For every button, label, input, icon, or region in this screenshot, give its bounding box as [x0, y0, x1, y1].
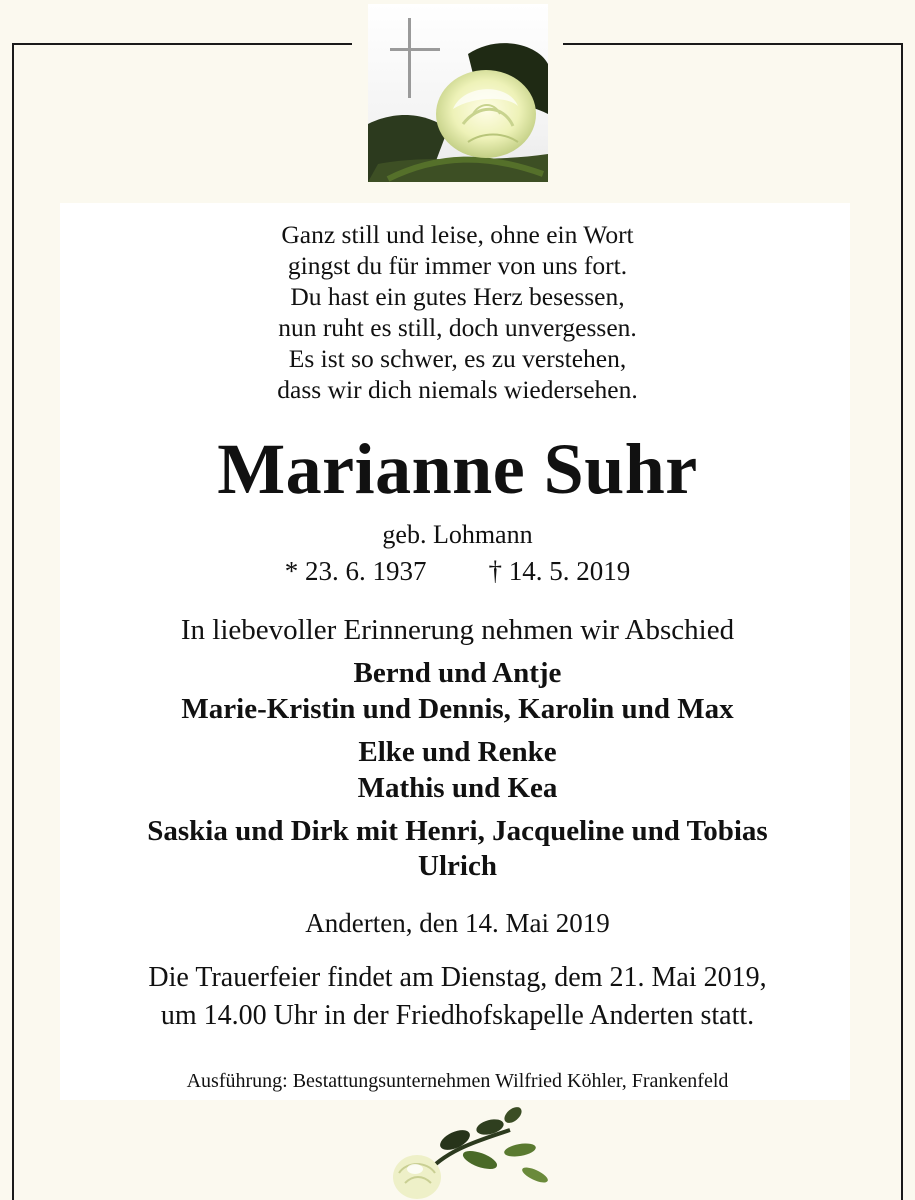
life-dates	[0, 556, 915, 587]
rose-sprig-image	[385, 1105, 555, 1200]
poem-line: Ganz still und leise, ohne ein Wort	[281, 220, 634, 249]
leaf-icon	[425, 1105, 550, 1185]
death-date: † 14. 5. 2019	[488, 556, 631, 586]
funeral-home-credit: Ausführung: Bestattungsunternehmen Wilfried Köhler, Frankenfeld	[186, 1070, 729, 1092]
border-top-left	[12, 43, 352, 45]
poem-line: Es ist so schwer, es zu verstehen,	[288, 344, 627, 373]
rose-icon	[436, 70, 536, 158]
rose-icon	[393, 1155, 441, 1199]
poem-line: gingst du für immer von uns fort.	[287, 251, 628, 280]
birth-date: * 23. 6. 1937	[284, 556, 427, 586]
mourner-line: Ulrich	[418, 850, 497, 882]
place-and-date: Anderten, den 14. Mai 2019	[305, 908, 610, 938]
birth-name: geb. Lohmann	[382, 520, 533, 549]
mourner-line: Marie-Kristin und Dennis, Karolin und Max	[181, 693, 734, 725]
border-top-right	[563, 43, 903, 45]
poem-line: dass wir dich niemals wiedersehen.	[277, 375, 638, 404]
mourner-line: Mathis und Kea	[357, 772, 558, 804]
poem-line: nun ruht es still, doch unvergessen.	[278, 313, 637, 342]
mourner-line: Saskia und Dirk mit Henri, Jacqueline und Tobias	[147, 815, 768, 847]
mourner-line: Elke und Renke	[358, 736, 557, 768]
service-info-line: um 14.00 Uhr in der Friedhofskapelle Anderten statt.	[160, 1000, 755, 1031]
service-info-line: Die Trauerfeier findet am Dienstag, dem 21. Mai 2019,	[148, 962, 767, 993]
mourner-line: Bernd und Antje	[353, 657, 562, 689]
cross-and-rose-image	[368, 4, 548, 182]
deceased-name: Marianne Suhr	[217, 429, 698, 509]
poem-line: Du hast ein gutes Herz besessen,	[290, 282, 625, 311]
mourners-intro: In liebevoller Erinnerung nehmen wir Abschied	[180, 614, 735, 646]
